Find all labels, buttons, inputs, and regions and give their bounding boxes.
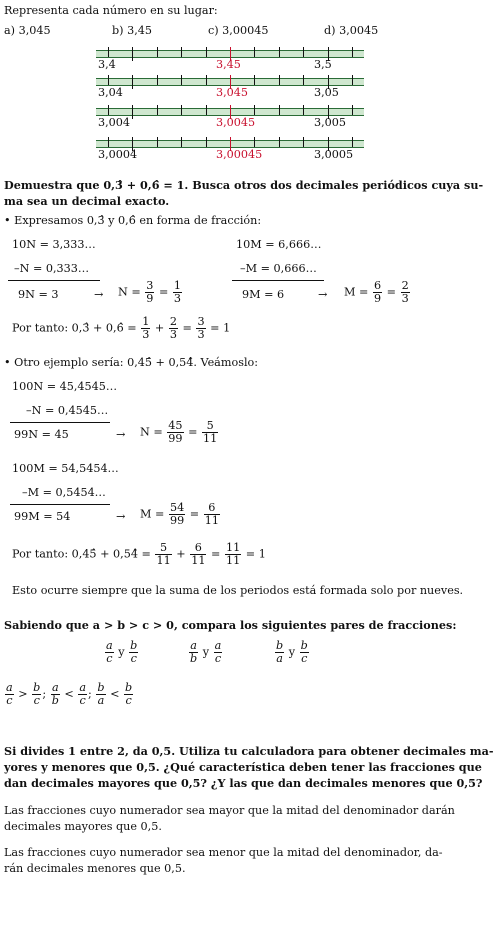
eq-n2: –N = 0,333… <box>14 262 90 275</box>
rule-m <box>232 280 324 281</box>
number-line-tick <box>181 75 182 85</box>
number-line-tick <box>181 105 182 115</box>
ex2-question-line1: Demuestra que 0,3̂ + 0,6̂ = 1. Busca otros dos decimales periódicos cuya su- <box>4 178 484 192</box>
number-line-tick <box>254 137 255 147</box>
number-line-tick <box>352 137 353 147</box>
conclusion-2: Por tanto: 0,45̂ + 0,54̂ = $\frac{5}{11}$ + $\frac{6}{11}$ = $\frac{11}{11}$ = 1 <box>12 541 266 567</box>
eq-p1: 100N = 45,4545… <box>12 380 118 393</box>
number-line-tick <box>181 137 182 147</box>
arrow-icon: → <box>116 510 126 523</box>
res-q: M = $\frac{54}{99}$ = $\frac{6}{11}$ <box>140 501 219 527</box>
pair-1: $\frac{a}{c}$ y $\frac{b}{c}$ <box>106 639 138 665</box>
number-line-tick <box>108 75 109 85</box>
number-line-tick <box>352 105 353 115</box>
number-line-tick <box>352 75 353 85</box>
ex4-question-line3: dan decimales mayores que 0,5? ¿Y las que dan decimales menores que 0,5? <box>4 776 483 790</box>
number-line-tick <box>181 47 182 57</box>
ex1-item-c: c) 3,00045 <box>208 24 269 37</box>
ex2-bullet2: • Otro ejemplo sería: 0,45̂ + 0,54̂. Veámoslo: <box>4 356 259 369</box>
eq-q3: 99M = 54 <box>14 510 71 523</box>
pair-2: $\frac{a}{b}$ y $\frac{a}{c}$ <box>190 639 222 665</box>
number-line-tick <box>157 75 158 85</box>
number-line-tick <box>303 105 304 115</box>
number-line-tick <box>279 137 280 147</box>
number-line-tick <box>279 75 280 85</box>
arrow-icon: → <box>116 428 126 441</box>
number-line-tick <box>108 137 109 147</box>
number-line-tick <box>132 105 133 119</box>
eq-n3: 9N = 3 <box>18 288 59 301</box>
pair-3: $\frac{b}{a}$ y $\frac{b}{c}$ <box>276 639 308 665</box>
ex2-bullet1: • Expresamos 0,3̂ y 0,6̂ en forma de fracción: <box>4 214 262 227</box>
number-line-tick <box>157 105 158 115</box>
ex4-answer-line3: Las fracciones cuyo numerador sea menor que la mitad del denominador, da- <box>4 846 443 859</box>
ex2-note: Esto ocurre siempre que la suma de los periodos está formada solo por nueves. <box>12 584 464 597</box>
number-line-tick <box>157 47 158 57</box>
ex4-answer-line1: Las fracciones cuyo numerador sea mayor que la mitad del denominador darán <box>4 804 455 817</box>
ex3-answer: $\frac{a}{c}$ > $\frac{b}{c}$ ; $\frac{a}{b}$ < $\frac{a}{c}$ ; $\frac{b}{a}$ < $\frac{b}{c}$ <box>6 681 133 707</box>
number-line-tick <box>206 75 207 85</box>
number-line-tick <box>132 75 133 89</box>
eq-p2: –N = 0,4545… <box>26 404 109 417</box>
number-line-label-mid: 3,045 <box>216 86 249 99</box>
number-line-tick <box>254 47 255 57</box>
ex3-question: Sabiendo que a > b > c > 0, compara los siguientes pares de fracciones: <box>4 618 457 632</box>
number-line-label-right: 3,005 <box>314 116 347 129</box>
number-line-tick <box>206 47 207 57</box>
number-line-tick <box>303 137 304 147</box>
number-line-tick <box>279 47 280 57</box>
number-line-label-mid: 3,00045 <box>216 148 263 161</box>
number-line-tick <box>352 47 353 57</box>
rule-n <box>8 280 100 281</box>
rule-p <box>10 422 110 423</box>
number-line-tick <box>157 137 158 147</box>
number-line-tick <box>206 105 207 115</box>
eq-n1: 10N = 3,333… <box>12 238 96 251</box>
arrow-icon: → <box>318 288 328 301</box>
res-p: N = $\frac{45}{99}$ = $\frac{5}{11}$ <box>140 419 218 445</box>
number-line-tick <box>108 47 109 57</box>
ex1-item-d: d) 3,0045 <box>324 24 379 37</box>
ex1-title: Representa cada número en su lugar: <box>4 4 218 17</box>
number-line-label-right: 3,0005 <box>314 148 354 161</box>
number-line-label-left: 3,004 <box>98 116 131 129</box>
eq-m2: –M = 0,666… <box>240 262 317 275</box>
number-line-label-mid: 3,0045 <box>216 116 256 129</box>
ex1-item-b: b) 3,45 <box>112 24 152 37</box>
ex4-answer-line2: decimales mayores que 0,5. <box>4 820 162 833</box>
res-n: N = $\frac{3}{9}$ = $\frac{1}{3}$ <box>118 279 182 305</box>
ex4-answer-line4: rán decimales menores que 0,5. <box>4 862 186 875</box>
number-line-label-right: 3,05 <box>314 86 339 99</box>
number-line-tick <box>303 75 304 85</box>
number-line-label-right: 3,5 <box>314 58 332 71</box>
conclusion-1: Por tanto: 0,3̂ + 0,6̂ = $\frac{1}{3}$ + $\frac{2}{3}$ = $\frac{3}{3}$ = 1 <box>12 315 231 341</box>
number-line-label-left: 3,0004 <box>98 148 138 161</box>
number-line-label-mid: 3,45 <box>216 58 241 71</box>
eq-m1: 10M = 6,666… <box>236 238 322 251</box>
eq-m3: 9M = 6 <box>242 288 285 301</box>
number-line-label-left: 3,04 <box>98 86 123 99</box>
number-line-tick <box>279 105 280 115</box>
eq-q2: –M = 0,5454… <box>22 486 106 499</box>
arrow-icon: → <box>94 288 104 301</box>
number-line-tick <box>254 105 255 115</box>
number-line-tick <box>254 75 255 85</box>
number-line-tick <box>132 47 133 61</box>
ex4-question-line1: Si divides 1 entre 2, da 0,5. Utiliza tu calculadora para obtener decimales ma- <box>4 744 494 758</box>
number-line-tick <box>108 105 109 115</box>
ex4-question-line2: yores y menores que 0,5. ¿Qué característica deben tener las fracciones que <box>4 760 482 774</box>
res-m: M = $\frac{6}{9}$ = $\frac{2}{3}$ <box>344 279 409 305</box>
rule-q <box>10 504 110 505</box>
number-line-tick <box>206 137 207 147</box>
eq-q1: 100M = 54,5454… <box>12 462 119 475</box>
eq-p3: 99N = 45 <box>14 428 69 441</box>
number-line-tick <box>303 47 304 57</box>
number-line-label-left: 3,4 <box>98 58 116 71</box>
ex1-item-a: a) 3,045 <box>4 24 51 37</box>
ex2-question-line2: ma sea un decimal exacto. <box>4 194 170 208</box>
